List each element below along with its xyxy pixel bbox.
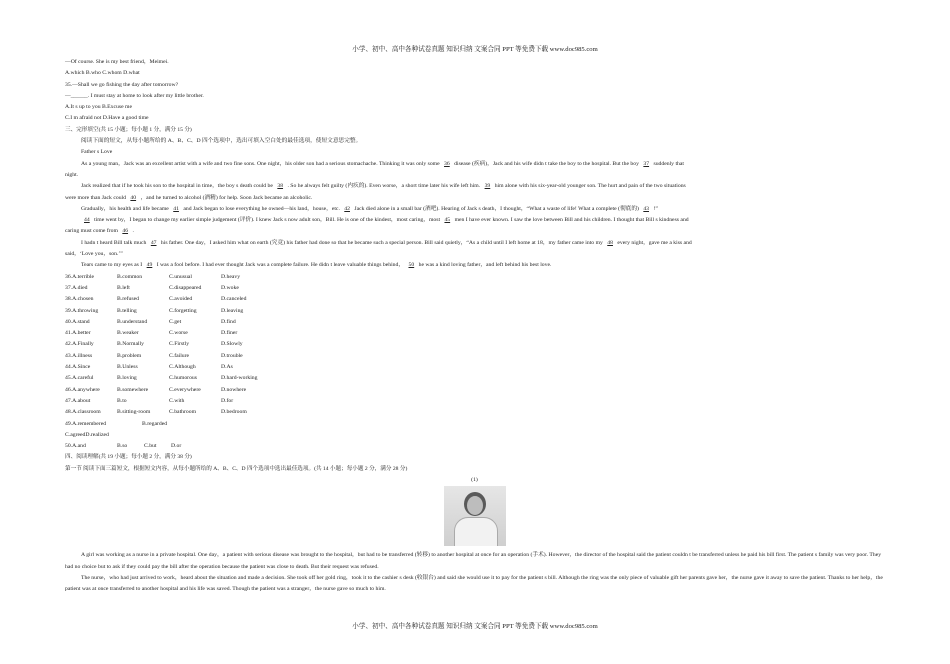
document-body — [65, 57, 884, 595]
cloze-paragraph-5-end: said，‘Love you，son.’” — [65, 251, 123, 258]
blank-40: 40 — [130, 194, 137, 201]
cloze-paragraph-4-end: caring must come from 46 . — [65, 228, 134, 235]
cloze-paragraph-4: 44 time went by，I began to change my earlier simple judgement (评价). I knew Jack s now adult son，Bill. He is one of the kindest，most caring，most 45 men I have ever known. I saw the love between Bill and his children. I thought that Bill s kindness and — [65, 215, 884, 226]
page-header: 小学、初中、高中各种试卷真题 知识归纳 文案合同 PPT 等免费下载 www.doc985.com — [352, 46, 598, 53]
page-footer: 小学、初中、高中各种试卷真题 知识归纳 文案合同 PPT 等免费下载 www.doc985.com — [352, 623, 598, 630]
q35-question: 35.—Shall we go fishing the day after tomorrow? — [65, 81, 179, 88]
cloze-paragraph-5: I hadn t heard Bill talk much 47 his father. One day，I asked him what on earth (究竟) his father had done so that he became such a special person. Bill said quietly，“As a child until I left home at 18，my father came into my 48 every night，gave me a kiss and — [81, 239, 692, 246]
q34-options: A.which B.who C.whom D.what — [65, 70, 140, 77]
q34-answer: —Of course. She is my best friend，Meimei. — [65, 59, 169, 65]
blank-49: 49 — [146, 262, 153, 269]
blank-47: 47 — [150, 239, 157, 246]
q35-options-1: A.It s up to you B.Excuse me — [65, 104, 132, 111]
reading-paragraph-1: A girl was working as a nurse in a private hospital. One day，a patient with serious disease was brought to the hospital，but had to be transferred (转移) to another hospital at once for an operation (手术). However，the director of the hospital said the patient couldn t be transferred unless he paid his bill first. The patient s family was very poor. They had no choice but to ask if they could pay the bill after the operation because the patient was close to death. But their request was refused. — [65, 552, 882, 570]
option-row: 36.A.terrible B.common C.unusual D.heavy — [65, 273, 241, 280]
cloze-paragraph-1: As a young man，Jack was an excellent artist with a wife and two fine sons. One night，his older son had a serious stomachache. Thinking it was only some 36 disease (疾病)，Jack and his wife didn t take the boy to the hospital. But the boy 37 suddenly that — [81, 160, 684, 167]
blank-36: 36 — [444, 160, 450, 167]
cloze-paragraph-2-end: were more than Jack could 40 ，and he turned to alcohol (酒精) for help. Soon Jack became an alcoholic. — [65, 194, 313, 201]
section4-part1: 第一节 阅读下面三篇短文，根据短文内容，从每小题所给的 A、B、C、D 四个选项中选出最佳选项。(共 14 小题；每小题 2 分，满分 28 分) — [65, 465, 408, 472]
blank-45: 45 — [444, 217, 451, 224]
reading-paragraph-2: The nurse，who had just arrived to work，heard about the situation and made a decision. She took off her gold ring，took it to the cashier s desk (收银台) and said she would use it to pay for the patient s bill. Although the ring was the only piece of valuable gift her parents gave her，the nurse gave it away to save the patient. Thanks to her help，the patient was at once transferred to another hospital and his life was saved. Though the patient was a stranger，the nurse gave so much to him. — [65, 574, 883, 593]
option-row: 39.A.throwing B.telling C.forgetting D.leaving — [65, 307, 244, 314]
blank-46: 46 — [122, 228, 129, 235]
option-row: 40.A.stand B.understand C.get D.find — [65, 318, 236, 325]
option-row-50: 50.A.and B.so C.but D.or — [65, 443, 182, 450]
blank-37: 37 — [643, 160, 650, 167]
option-row: 38.A.chosen B.refused C.avoided D.canceled — [65, 296, 247, 303]
option-row: 47.A.about B.to C.with D.for — [65, 397, 234, 404]
cloze-paragraph-3: Gradually，his health and life became 41 and Jack began to lose everything he owned—his land，house，etc. 42 Jack died alone in a small bar (酒吧). Hearing of Jack s death，I thought，“What a waste of life! What a complete (彻底的) 43 !” — [81, 205, 658, 212]
section4-title: 四、阅读理解(共 19 小题；每小题 2 分，满分 38 分) — [65, 454, 192, 461]
passage-title: Father s Love — [81, 149, 113, 156]
option-row: 43.A.illness B.problem C.failure D.trouble — [65, 352, 243, 359]
option-row: 37.A.died B.left C.disappeared D.woke — [65, 284, 239, 291]
option-row: 44.A.Since B.Unless C.Although D.As — [65, 364, 233, 371]
option-row: 42.A.Finally B.Normally C.Firstly D.Slowly — [65, 341, 243, 348]
option-row: 45.A.careful B.loving C.humorous D.hard-working — [65, 375, 258, 382]
blank-48: 48 — [607, 239, 613, 246]
cloze-paragraph-6: Tears came to my eyes as I 49 I was a fool before. I had ever thought Jack was a complete failure. He didn t leave valuable things behind， 50 he was a kind loving father，and left behind his best love. — [81, 262, 552, 269]
cloze-paragraph-2: Jack realized that if he took his son to the hospital in time，the boy s death could be 38 . So he always felt guilty (内疚的). Even worse，a short time later his wife left him. 39 him alone with his six-year-old younger son. The hurt and pain of the two situations — [81, 183, 686, 190]
blank-39: 39 — [484, 183, 491, 190]
passage-number: (1) — [471, 476, 478, 483]
blank-42: 42 — [344, 205, 350, 212]
q35-answer: —______. I must stay at home to look after my little brother. — [65, 92, 204, 99]
cloze-paragraph-1-end: night. — [65, 171, 79, 178]
q35-options-2: C.I m afraid not D.Have a good time — [65, 115, 149, 122]
section3-title: 三、完形填空(共 15 小题；每小题 1 分，满分 15 分) — [65, 126, 192, 133]
blank-43: 43 — [643, 205, 650, 212]
blank-38: 38 — [277, 183, 284, 190]
blank-44: 44 — [84, 217, 90, 224]
section3-instruction: 阅读下面的短文，从每小题所给的 A、B、C、D 四个选项中，选出可填入空白处的最佳选项，使短文意思完整。 — [81, 138, 362, 145]
option-row-49: 49.A.remembered B.regarded — [65, 420, 168, 427]
blank-50: 50 — [408, 262, 415, 269]
blank-41: 41 — [173, 205, 179, 212]
option-row: 41.A.better B.weaker C.worse D.finer — [65, 330, 238, 337]
options-list — [65, 272, 884, 419]
nurse-photo — [444, 486, 506, 546]
option-row: 48.A.classroom B.sitting-room C.bathroom D.bedroom — [65, 409, 247, 416]
option-row-49-cd: C.agreedD.realized — [65, 431, 109, 438]
option-row: 46.A.anywhere B.somewhere C.everywhere D.nowhere — [65, 386, 247, 393]
